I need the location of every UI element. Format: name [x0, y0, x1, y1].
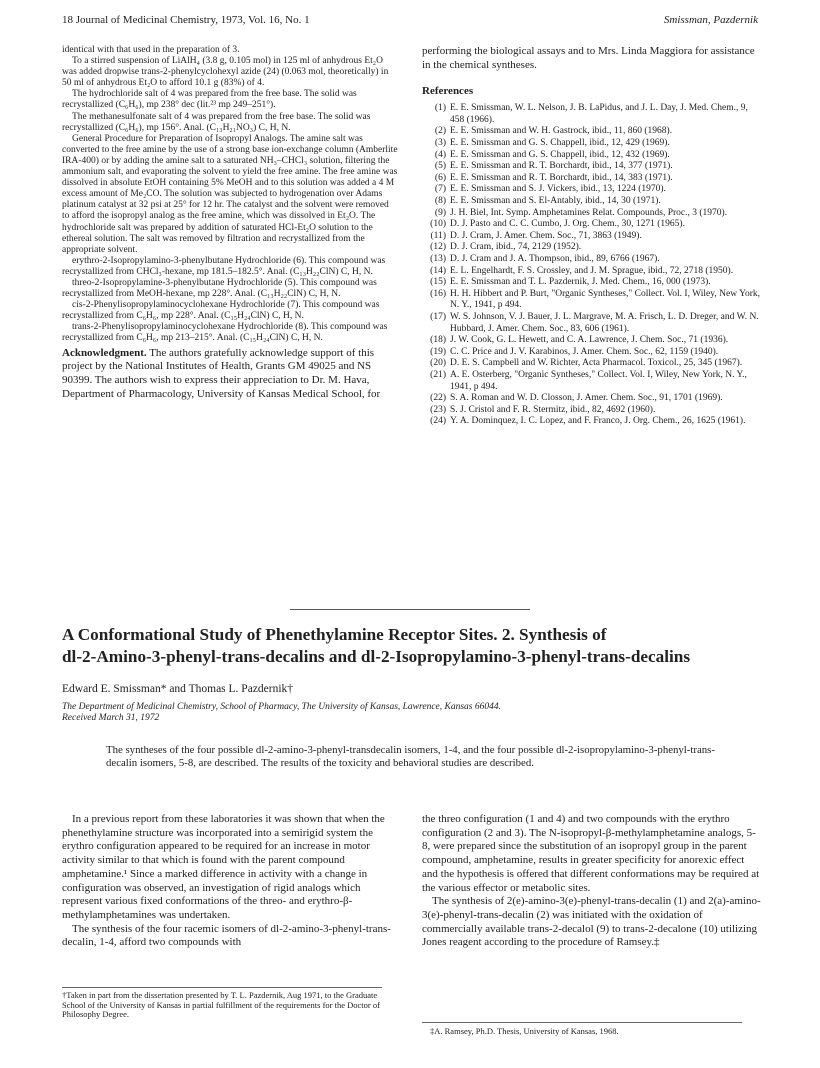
reference-number: (1): [434, 103, 446, 114]
reference-number: (8): [434, 196, 446, 207]
reference-number: (17): [430, 311, 446, 322]
reference-number: (19): [430, 346, 446, 357]
reference-text: D. J. Cram and J. A. Thompson, ibid., 89, 6766 (1967).: [450, 254, 660, 264]
reference-item: [422, 161, 762, 173]
reference-text: Y. A. Dominquez, I. C. Lopez, and F. Franco, J. Org. Chem., 26, 1625 (1961).: [450, 416, 746, 427]
reference-text: D. J. Pasto and C. C. Cumbo, J. Org. Chem., 30, 1271 (1965).: [450, 219, 685, 230]
reference-item: [422, 150, 762, 162]
reference-number: (6): [434, 172, 446, 183]
footnote-rule: [422, 1022, 742, 1023]
reference-text: D. E. S. Campbell and W. Richter, Acta Pharmacol. Toxicol., 25, 345 (1967).: [450, 358, 743, 369]
affiliation: The Department of Medicinal Chemistry, School of Pharmacy, The University of Kansas, Lawrence, Kansas 66044.: [62, 702, 501, 712]
reference-text: E. E. Smissman and T. L. Pazdernik, J. Med. Chem., 16, 000 (1973).: [450, 277, 711, 288]
running-header-right: Smissman, Pazdernik: [663, 14, 758, 26]
reference-item: [422, 242, 762, 254]
reference-text: E. E. Smissman and S. J. Vickers, ibid., 13, 1224 (1970).: [450, 184, 666, 195]
acknowledgment-continued: performing the biological assays and to Mrs. Linda Maggiora for assistance in the chemical syntheses.: [422, 45, 755, 71]
reference-item: [422, 208, 762, 220]
reference-text: W. S. Johnson, V. J. Bauer, J. L. Margrave, M. A. Frisch, L. D. Dreger, and W. N. Hubbard, J. Amer. Chem. Soc., 83, 606 (1961).: [450, 311, 759, 334]
reference-item: [422, 103, 762, 126]
reference-item: [422, 405, 762, 417]
reference-item: [422, 312, 762, 335]
reference-number: (23): [430, 404, 446, 415]
experimental-paragraph: General Procedure for Preparation of Isopropyl Analogs. The amine salt was converted to the free amine by the use of a strong base ion-exchange column (Amberlite IRA-400) or by adding the amine salt to a saturated NH₃–CHCl₃ solution, filtering the ammonium salt, and evaporating the solvent to yield the free amine. The free amine was dissolved in absolute EtOH containing 5% MeOH and to this solution was added a 4 M excess amount of Me₂CO. The solution was subjected to hydrogenation over Adams platinum catalyst at 32 psi at 25° for 12 hr. The catalyst and the solvent were removed to afford the isopropyl analog as the free amine, which was dissolved in Et₂O. The hydrochloride salt was prepared by addition of saturated HCl-Et₂O solution to the ethereal solution. The salt was removed by filtration and recrystallized from the appropriate solvent.: [62, 133, 398, 255]
reference-text: E. L. Engelhardt, F. S. Crossley, and J. M. Sprague, ibid., 72, 2718 (1950).: [450, 265, 734, 276]
acknowledgment-text: The authors gratefully acknowledge support of this project by the National Institutes of Health, Grants GM 49025 and NS 90399. The authors wish to express their appreciation to Dr. M. Hava, Department of Pharmacology, University of Kansas Medical School, for: [62, 346, 381, 400]
references-heading: References: [422, 85, 474, 98]
reference-number: (22): [430, 393, 446, 404]
reference-text: J. H. Biel, Int. Symp. Amphetamines Relat. Compounds, Proc., 3 (1970).: [450, 207, 728, 218]
reference-item: [422, 231, 762, 243]
reference-number: (5): [434, 161, 446, 172]
reference-item: [422, 289, 762, 312]
reference-item: [422, 173, 762, 185]
reference-item: [422, 277, 762, 289]
reference-number: (12): [430, 242, 446, 253]
received-date: Received March 31, 1972: [62, 713, 160, 724]
reference-number: (4): [434, 149, 446, 160]
acknowledgment: [62, 347, 398, 402]
reference-number: (14): [430, 265, 446, 276]
body-right-column: [422, 813, 762, 950]
running-header-left: 18 Journal of Medicinal Chemistry, 1973, Vol. 16, No. 1: [62, 14, 310, 26]
body-paragraph: The synthesis of 2(e)-amino-3(e)-phenyl-trans-decalin (1) and 2(a)-amino-3(e)-phenyl-trans-decalin (2) was initiated with the oxidation of commercially available trans-2-decalol (9) to trans-2-decalone (10) utilizing Jones reagent according to the procedure of Ramsey.‡: [422, 895, 761, 949]
reference-text: A. E. Osterberg, "Organic Syntheses," Collect. Vol. I, Wiley, New York, N. Y., 1941, p 494.: [450, 369, 747, 392]
reference-item: [422, 358, 762, 370]
reference-item: [422, 393, 762, 405]
reference-text: C. C. Price and J. V. Karabinos, J. Amer. Chem. Soc., 62, 1159 (1940).: [450, 346, 719, 357]
experimental-paragraph: The hydrochloride salt of 4 was prepared from the free base. The solid was recrystallized (C₆H₆), mp 238° dec (lit.²³ mp 249–251°).: [62, 89, 357, 111]
acknowledgment-heading: Acknowledgment.: [62, 346, 147, 359]
reference-item: [422, 266, 762, 278]
title-line-2: dl-2-Amino-3-phenyl-trans-decalins and dl-2-Isopropylamino-3-phenyl-trans-decalins: [62, 647, 691, 666]
reference-text: E. E. Smissman and W. H. Gastrock, ibid., 11, 860 (1968).: [450, 126, 673, 137]
reference-item: [422, 347, 762, 359]
experimental-paragraph: threo-2-Isopropylamine-3-phenylbutane Hydrochloride (5). This compound was recrystallized from MeOH-hexane, mp 228°. Anal. (C₁₃H₂₂ClN) C, H, N.: [62, 277, 377, 300]
body-paragraph: The synthesis of the four racemic isomers of dl-2-amino-3-phenyl-trans-decalin, 1-4, afford two compounds with: [62, 922, 391, 949]
footnote-double-dagger: ‡A. Ramsey, Ph.D. Thesis, University of Kansas, 1968.: [430, 1026, 619, 1036]
reference-number: (11): [430, 230, 446, 241]
reference-text: E. E. Smissman, W. L. Nelson, J. B. LaPidus, and J. L. Day, J. Med. Chem., 9, 458 (1966).: [450, 103, 748, 125]
reference-item: [422, 416, 762, 428]
reference-item: [422, 126, 762, 138]
reference-text: E. E. Smissman and G. S. Chappell, ibid., 12, 432 (1969).: [450, 149, 670, 160]
authors: Edward E. Smissman* and Thomas L. Pazdernik†: [62, 683, 294, 695]
reference-text: D. J. Cram, ibid., 74, 2129 (1952).: [450, 242, 582, 253]
affiliation-block: [62, 702, 762, 724]
experimental-paragraph: To a stirred suspension of LiAlH₄ (3.8 g, 0.105 mol) in 125 ml of anhydrous Et₂O was added dropwise trans-2-phenylcyclohexyl azide (24) (0.063 mol, theoretically) in 50 ml of anhydrous Et₂O to afford 10.1 g (83%) of 4.: [62, 56, 389, 89]
reference-text: D. J. Cram, J. Amer. Chem. Soc., 71, 3863 (1949).: [450, 230, 642, 241]
references-column: [422, 45, 762, 428]
reference-number: (3): [434, 138, 446, 149]
reference-text: S. A. Roman and W. D. Closson, J. Amer. Chem. Soc., 91, 1701 (1969).: [450, 393, 723, 404]
experimental-paragraph: erythro-2-Isopropylamino-3-phenylbutane Hydrochloride (6). This compound was recrystallized from CHCl₃-hexane, mp 181.5–182.5°. Anal. (C₁₃H₂₂ClN) C, H, N.: [62, 255, 386, 277]
body-left-column: [62, 813, 400, 950]
reference-number: (10): [430, 219, 446, 230]
experimental-paragraph: The methanesulfonate salt of 4 was prepared from the free base. The solid was recrystallized (C₆H₆), mp 156°. Anal. (C₁₃H₂₁NO₃) C, H, N.: [62, 111, 371, 133]
reference-text: E. E. Smissman and S. El-Antably, ibid., 14, 30 (1971).: [450, 196, 661, 207]
experimental-paragraph: trans-2-Phenylisopropylaminocyclohexane Hydrochloride (8). This compound was recrystallized from C₆H₆, mp 213–215°. Anal. (C₁₅H₂₄ClN) C, H, N.: [62, 322, 388, 344]
article-title: [62, 624, 762, 668]
reference-item: [422, 335, 762, 347]
reference-number: (21): [430, 369, 446, 380]
body-paragraph: the threo configuration (1 and 4) and two compounds with the erythro configuration (2 and 3). The N-isopropyl-β-methylamphetamine analogs, 5-8, were prepared since the substitution of an isopropyl group in the parent compound, amphetamine, results in greater specificity for anorexic effect and the hypothesis is offered that different conformations may be required at the various effector or metabolic sites.: [422, 813, 760, 894]
experimental-paragraph: cis-2-Phenylisopropylaminocyclohexane Hydrochloride (7). This compound was recrystallized from C₆H₆, mp 228°. Anal. (C₁₅H₂₄ClN) C, H, N.: [62, 300, 380, 322]
reference-item: [422, 184, 762, 196]
footnote-rule: [62, 987, 382, 988]
reference-number: (18): [430, 335, 446, 346]
reference-number: (9): [434, 207, 446, 218]
reference-number: (2): [434, 126, 446, 137]
reference-text: J. W. Cook, G. L. Hewett, and C. A. Lawrence, J. Chem. Soc., 71 (1936).: [450, 335, 729, 346]
reference-item: [422, 196, 762, 208]
reference-text: H. H. Hibbert and P. Burt, "Organic Syntheses," Collect. Vol. I, Wiley, New York, N. Y., 1941, p 494.: [450, 288, 761, 311]
title-line-1: A Conformational Study of Phenethylamine Receptor Sites. 2. Synthesis of: [62, 625, 607, 644]
reference-text: E. E. Smissman and R. T. Borchardt, ibid., 14, 383 (1971).: [450, 172, 673, 183]
body-paragraph: In a previous report from these laboratories it was shown that when the phenethylamine structure was incorporated into a semirigid system the erythro configuration appeared to be required for an increase in motor activity similar to that which is found with the parent compound amphetamine.¹ Since a marked difference in activity with a change in configuration was observed, an investigation of rigid analogs which represent various fixed conformations of the threo- and erythro-β-methylamphetamines was undertaken.: [62, 813, 385, 921]
reference-number: (24): [430, 416, 446, 427]
section-divider: [290, 609, 530, 610]
reference-number: (7): [434, 184, 446, 195]
reference-text: S. J. Cristol and F. R. Stermitz, ibid., 82, 4692 (1960).: [450, 404, 656, 415]
reference-item: [422, 219, 762, 231]
footnote-dagger: †Taken in part from the dissertation presented by T. L. Pazdernik, Aug 1971, to the Graduate School of the University of Kansas in partial fulfillment of the requirements for the Doctor of Philosophy Degree.: [62, 990, 380, 1020]
reference-item: [422, 254, 762, 266]
experimental-paragraphs: [62, 45, 398, 345]
experimental-column: [62, 45, 398, 402]
reference-item: [422, 370, 762, 393]
reference-number: (13): [430, 254, 446, 264]
reference-item: [422, 138, 762, 150]
reference-text: E. E. Smissman and G. S. Chappell, ibid., 12, 429 (1969).: [450, 138, 670, 149]
experimental-paragraph: identical with that used in the preparation of 3.: [62, 45, 240, 55]
abstract: The syntheses of the four possible dl-2-amino-3-phenyl-transdecalin isomers, 1-4, and the four possible dl-2-isopropylamino-3-phenyl-trans-decalin isomers, 5-8, are described. The results of the toxicity and behavioral studies are described.: [106, 744, 715, 770]
reference-list: [422, 103, 762, 428]
reference-text: E. E. Smissman and R. T. Borchardt, ibid., 14, 377 (1971).: [450, 161, 673, 172]
reference-number: (16): [430, 288, 446, 299]
reference-number: (15): [430, 277, 446, 288]
reference-number: (20): [430, 358, 446, 369]
